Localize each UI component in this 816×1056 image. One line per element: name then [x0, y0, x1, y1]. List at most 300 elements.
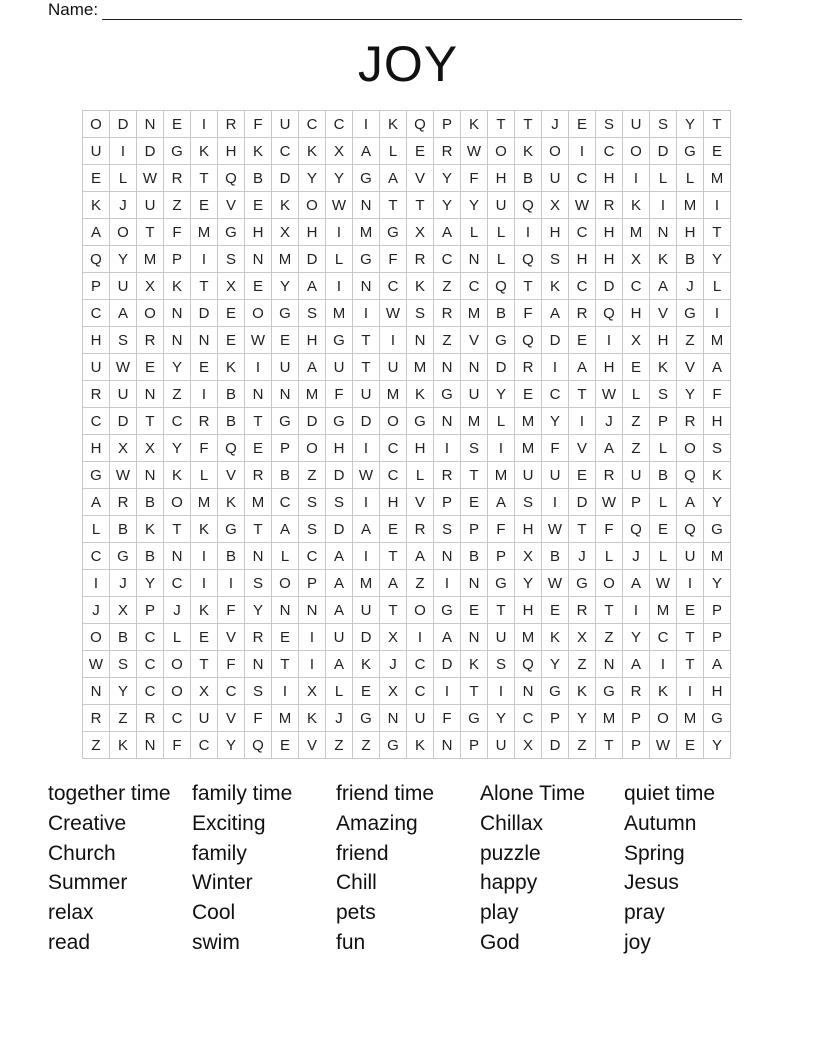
grid-cell: P: [542, 705, 569, 732]
word-list-item: puzzle: [480, 841, 541, 865]
grid-cell: A: [542, 300, 569, 327]
grid-cell: W: [650, 570, 677, 597]
grid-cell: G: [704, 705, 731, 732]
grid-cell: H: [515, 516, 542, 543]
grid-cell: I: [191, 381, 218, 408]
grid-cell: M: [677, 192, 704, 219]
grid-cell: D: [542, 732, 569, 759]
grid-cell: S: [326, 489, 353, 516]
grid-cell: P: [623, 732, 650, 759]
grid-cell: U: [191, 705, 218, 732]
grid-cell: Q: [245, 732, 272, 759]
grid-cell: M: [515, 435, 542, 462]
grid-cell: K: [650, 354, 677, 381]
grid-cell: Y: [488, 381, 515, 408]
grid-cell: N: [461, 246, 488, 273]
grid-cell: A: [83, 489, 110, 516]
grid-cell: T: [596, 732, 623, 759]
grid-cell: A: [380, 165, 407, 192]
grid-cell: T: [164, 516, 191, 543]
grid-cell: K: [704, 462, 731, 489]
grid-cell: I: [353, 435, 380, 462]
grid-cell: F: [596, 516, 623, 543]
grid-cell: U: [272, 354, 299, 381]
word-list-item: family: [192, 841, 247, 865]
grid-cell: T: [515, 273, 542, 300]
grid-cell: C: [164, 570, 191, 597]
grid-cell: H: [83, 327, 110, 354]
page-title: JOY: [357, 36, 459, 92]
grid-cell: U: [137, 192, 164, 219]
grid-cell: Y: [704, 570, 731, 597]
grid-cell: T: [137, 219, 164, 246]
grid-cell: F: [434, 705, 461, 732]
grid-cell: F: [461, 165, 488, 192]
grid-cell: D: [326, 462, 353, 489]
grid-cell: H: [299, 327, 326, 354]
grid-cell: K: [461, 651, 488, 678]
word-list-item: Summer: [48, 871, 128, 895]
grid-cell: E: [569, 111, 596, 138]
grid-cell: Y: [704, 489, 731, 516]
grid-cell: R: [569, 597, 596, 624]
grid-cell: K: [380, 111, 407, 138]
grid-cell: N: [407, 327, 434, 354]
grid-cell: W: [542, 570, 569, 597]
grid-cell: X: [110, 435, 137, 462]
grid-cell: C: [434, 246, 461, 273]
grid-cell: T: [137, 408, 164, 435]
grid-cell: Y: [434, 192, 461, 219]
grid-cell: R: [164, 165, 191, 192]
grid-cell: B: [218, 381, 245, 408]
grid-cell: L: [110, 165, 137, 192]
grid-cell: Z: [353, 732, 380, 759]
grid-cell: E: [461, 489, 488, 516]
grid-cell: G: [353, 165, 380, 192]
grid-cell: R: [83, 705, 110, 732]
grid-cell: L: [461, 219, 488, 246]
grid-cell: M: [461, 300, 488, 327]
grid-cell: T: [596, 597, 623, 624]
grid-cell: Y: [569, 705, 596, 732]
word-list-item: swim: [192, 930, 240, 954]
grid-cell: M: [191, 489, 218, 516]
grid-cell: Y: [110, 678, 137, 705]
grid-cell: I: [83, 570, 110, 597]
grid-cell: W: [650, 732, 677, 759]
grid-cell: I: [569, 138, 596, 165]
grid-cell: R: [623, 678, 650, 705]
grid-cell: Z: [434, 273, 461, 300]
grid-cell: N: [245, 651, 272, 678]
grid-cell: Y: [164, 435, 191, 462]
grid-cell: T: [569, 381, 596, 408]
grid-cell: E: [272, 327, 299, 354]
word-list-item: read: [48, 930, 91, 954]
grid-cell: M: [191, 219, 218, 246]
grid-cell: L: [488, 219, 515, 246]
grid-cell: U: [623, 462, 650, 489]
grid-cell: A: [704, 651, 731, 678]
grid-cell: N: [380, 705, 407, 732]
grid-cell: T: [569, 516, 596, 543]
grid-cell: U: [542, 462, 569, 489]
grid-cell: U: [542, 165, 569, 192]
grid-cell: G: [407, 408, 434, 435]
grid-cell: J: [596, 408, 623, 435]
grid-cell: H: [515, 597, 542, 624]
grid-cell: Q: [677, 516, 704, 543]
grid-cell: R: [569, 300, 596, 327]
grid-cell: M: [299, 381, 326, 408]
grid-cell: Y: [218, 732, 245, 759]
grid-cell: T: [380, 597, 407, 624]
grid-cell: E: [623, 354, 650, 381]
grid-cell: V: [218, 462, 245, 489]
grid-cell: I: [218, 570, 245, 597]
grid-cell: M: [650, 597, 677, 624]
grid-cell: S: [110, 651, 137, 678]
grid-cell: Z: [326, 732, 353, 759]
word-list: [48, 779, 768, 958]
grid-cell: D: [272, 165, 299, 192]
grid-cell: L: [326, 246, 353, 273]
grid-cell: C: [569, 165, 596, 192]
grid-cell: L: [488, 246, 515, 273]
grid-cell: K: [407, 381, 434, 408]
grid-cell: I: [245, 354, 272, 381]
grid-cell: X: [218, 273, 245, 300]
grid-cell: Z: [407, 570, 434, 597]
grid-cell: K: [542, 273, 569, 300]
grid-cell: I: [623, 597, 650, 624]
grid-cell: W: [110, 354, 137, 381]
grid-cell: E: [191, 192, 218, 219]
grid-cell: S: [245, 570, 272, 597]
grid-cell: N: [164, 327, 191, 354]
grid-cell: T: [245, 408, 272, 435]
grid-cell: U: [272, 111, 299, 138]
grid-cell: K: [515, 138, 542, 165]
grid-cell: W: [353, 462, 380, 489]
grid-cell: Z: [596, 624, 623, 651]
grid-cell: I: [110, 138, 137, 165]
grid-cell: O: [299, 192, 326, 219]
grid-cell: I: [191, 543, 218, 570]
grid-cell: Y: [488, 705, 515, 732]
grid-cell: M: [407, 354, 434, 381]
grid-cell: G: [218, 516, 245, 543]
grid-cell: G: [272, 300, 299, 327]
grid-cell: N: [83, 678, 110, 705]
grid-cell: X: [623, 327, 650, 354]
grid-cell: A: [677, 489, 704, 516]
grid-cell: C: [191, 732, 218, 759]
grid-cell: W: [83, 651, 110, 678]
grid-cell: I: [515, 219, 542, 246]
grid-row: [83, 678, 731, 705]
grid-cell: Y: [542, 408, 569, 435]
grid-cell: A: [434, 624, 461, 651]
grid-row: [83, 408, 731, 435]
grid-cell: W: [137, 165, 164, 192]
grid-cell: I: [488, 678, 515, 705]
grid-cell: Q: [515, 651, 542, 678]
grid-cell: N: [353, 273, 380, 300]
grid-cell: A: [326, 651, 353, 678]
grid-cell: C: [569, 273, 596, 300]
grid-cell: X: [137, 435, 164, 462]
grid-cell: U: [326, 354, 353, 381]
word-list-item: together time: [48, 782, 171, 805]
grid-cell: N: [245, 543, 272, 570]
grid-cell: I: [650, 651, 677, 678]
grid-cell: C: [542, 381, 569, 408]
grid-cell: R: [434, 138, 461, 165]
grid-cell: S: [299, 300, 326, 327]
grid-cell: I: [191, 111, 218, 138]
grid-cell: F: [218, 651, 245, 678]
word-list-item: Spring: [624, 841, 685, 865]
grid-cell: A: [272, 516, 299, 543]
grid-cell: C: [596, 138, 623, 165]
grid-cell: A: [623, 651, 650, 678]
word-list-item: play: [480, 901, 519, 925]
grid-cell: S: [704, 435, 731, 462]
grid-cell: C: [380, 462, 407, 489]
grid-cell: U: [380, 354, 407, 381]
grid-cell: I: [434, 678, 461, 705]
grid-cell: T: [353, 327, 380, 354]
grid-cell: Q: [515, 327, 542, 354]
grid-cell: H: [407, 435, 434, 462]
grid-cell: D: [110, 111, 137, 138]
grid-cell: A: [353, 138, 380, 165]
grid-cell: D: [542, 327, 569, 354]
grid-cell: E: [245, 273, 272, 300]
grid-cell: I: [542, 489, 569, 516]
grid-row: [83, 165, 731, 192]
grid-cell: T: [353, 354, 380, 381]
grid-cell: D: [191, 300, 218, 327]
grid-cell: C: [515, 705, 542, 732]
grid-cell: L: [380, 138, 407, 165]
grid-row: [83, 111, 731, 138]
grid-cell: V: [407, 165, 434, 192]
grid-cell: G: [596, 678, 623, 705]
grid-cell: M: [326, 300, 353, 327]
grid-cell: M: [272, 246, 299, 273]
grid-cell: O: [677, 435, 704, 462]
grid-row: [83, 138, 731, 165]
grid-cell: U: [623, 111, 650, 138]
grid-row: [83, 462, 731, 489]
grid-cell: M: [704, 327, 731, 354]
grid-cell: I: [542, 354, 569, 381]
name-underline[interactable]: [102, 5, 742, 20]
grid-cell: D: [434, 651, 461, 678]
grid-cell: H: [704, 408, 731, 435]
grid-row: [83, 624, 731, 651]
grid-cell: K: [542, 624, 569, 651]
word-list-item: relax: [48, 901, 94, 925]
grid-cell: L: [623, 381, 650, 408]
grid-cell: M: [353, 570, 380, 597]
grid-cell: K: [461, 111, 488, 138]
grid-cell: S: [488, 651, 515, 678]
grid-cell: U: [488, 624, 515, 651]
grid-cell: P: [164, 246, 191, 273]
grid-cell: E: [272, 732, 299, 759]
grid-cell: W: [461, 138, 488, 165]
grid-row: [83, 543, 731, 570]
grid-cell: A: [110, 300, 137, 327]
grid-body: [83, 111, 731, 759]
grid-cell: J: [380, 651, 407, 678]
grid-cell: C: [299, 111, 326, 138]
grid-cell: I: [596, 327, 623, 354]
grid-cell: I: [434, 570, 461, 597]
grid-cell: E: [569, 462, 596, 489]
grid-cell: D: [137, 138, 164, 165]
grid-cell: I: [353, 543, 380, 570]
grid-row: [83, 192, 731, 219]
grid-cell: I: [650, 192, 677, 219]
grid-cell: K: [191, 597, 218, 624]
grid-cell: W: [569, 192, 596, 219]
grid-cell: N: [461, 354, 488, 381]
grid-cell: A: [299, 354, 326, 381]
grid-cell: G: [434, 597, 461, 624]
grid-cell: P: [272, 435, 299, 462]
grid-cell: P: [704, 624, 731, 651]
grid-cell: U: [461, 381, 488, 408]
grid-cell: O: [164, 489, 191, 516]
word-list-item: Exciting: [192, 811, 266, 835]
grid-cell: S: [218, 246, 245, 273]
grid-cell: P: [623, 489, 650, 516]
grid-cell: I: [380, 327, 407, 354]
grid-cell: O: [596, 570, 623, 597]
grid-cell: D: [299, 246, 326, 273]
grid-cell: K: [353, 651, 380, 678]
name-line[interactable]: [48, 0, 742, 20]
grid-cell: E: [461, 597, 488, 624]
grid-cell: S: [515, 489, 542, 516]
grid-cell: J: [569, 543, 596, 570]
grid-cell: P: [488, 543, 515, 570]
word-list-item: Cool: [192, 901, 236, 925]
grid-cell: Y: [164, 354, 191, 381]
grid-cell: G: [272, 408, 299, 435]
grid-row: [83, 381, 731, 408]
grid-cell: C: [137, 678, 164, 705]
grid-cell: Z: [677, 327, 704, 354]
grid-cell: B: [650, 462, 677, 489]
grid-cell: M: [704, 543, 731, 570]
grid-cell: V: [677, 354, 704, 381]
grid-cell: M: [515, 408, 542, 435]
grid-cell: H: [326, 435, 353, 462]
grid-cell: M: [596, 705, 623, 732]
grid-cell: Z: [569, 651, 596, 678]
grid-cell: K: [623, 192, 650, 219]
grid-cell: N: [434, 408, 461, 435]
grid-cell: E: [515, 381, 542, 408]
grid-cell: G: [110, 543, 137, 570]
grid-cell: G: [83, 462, 110, 489]
grid-cell: X: [137, 273, 164, 300]
grid-cell: I: [191, 246, 218, 273]
grid-cell: C: [83, 300, 110, 327]
grid-cell: W: [245, 327, 272, 354]
grid-cell: A: [380, 570, 407, 597]
grid-cell: E: [272, 624, 299, 651]
grid-cell: O: [110, 219, 137, 246]
grid-cell: I: [272, 678, 299, 705]
grid-cell: N: [299, 597, 326, 624]
grid-cell: N: [245, 246, 272, 273]
grid-cell: R: [434, 462, 461, 489]
grid-cell: E: [542, 597, 569, 624]
grid-cell: I: [434, 435, 461, 462]
grid-cell: X: [272, 219, 299, 246]
grid-cell: A: [299, 273, 326, 300]
grid-cell: Z: [569, 732, 596, 759]
word-list-item: pray: [624, 901, 665, 925]
grid-cell: J: [623, 543, 650, 570]
grid-cell: F: [326, 381, 353, 408]
grid-cell: R: [407, 246, 434, 273]
grid-cell: M: [461, 408, 488, 435]
grid-cell: H: [83, 435, 110, 462]
grid-cell: K: [164, 462, 191, 489]
grid-cell: K: [569, 678, 596, 705]
grid-cell: O: [164, 678, 191, 705]
grid-cell: K: [164, 273, 191, 300]
grid-cell: Q: [218, 435, 245, 462]
grid-cell: I: [488, 435, 515, 462]
grid-cell: O: [164, 651, 191, 678]
grid-cell: W: [596, 381, 623, 408]
grid-cell: C: [650, 624, 677, 651]
word-list-item: family time: [192, 782, 293, 805]
grid-cell: K: [218, 489, 245, 516]
grid-cell: L: [164, 624, 191, 651]
grid-cell: M: [515, 624, 542, 651]
grid-cell: Z: [623, 435, 650, 462]
grid-cell: V: [650, 300, 677, 327]
grid-cell: M: [245, 489, 272, 516]
grid-cell: C: [137, 624, 164, 651]
grid-cell: D: [650, 138, 677, 165]
grid-cell: H: [245, 219, 272, 246]
grid-cell: L: [596, 543, 623, 570]
grid-cell: N: [515, 678, 542, 705]
word-list-item: joy: [624, 930, 651, 954]
grid-cell: B: [677, 246, 704, 273]
grid-cell: D: [596, 273, 623, 300]
word-list-item: friend: [336, 841, 389, 865]
grid-cell: C: [164, 705, 191, 732]
grid-cell: L: [191, 462, 218, 489]
grid-cell: Y: [137, 570, 164, 597]
grid-cell: G: [218, 219, 245, 246]
grid-cell: D: [110, 408, 137, 435]
grid-cell: P: [623, 705, 650, 732]
grid-cell: Y: [299, 165, 326, 192]
